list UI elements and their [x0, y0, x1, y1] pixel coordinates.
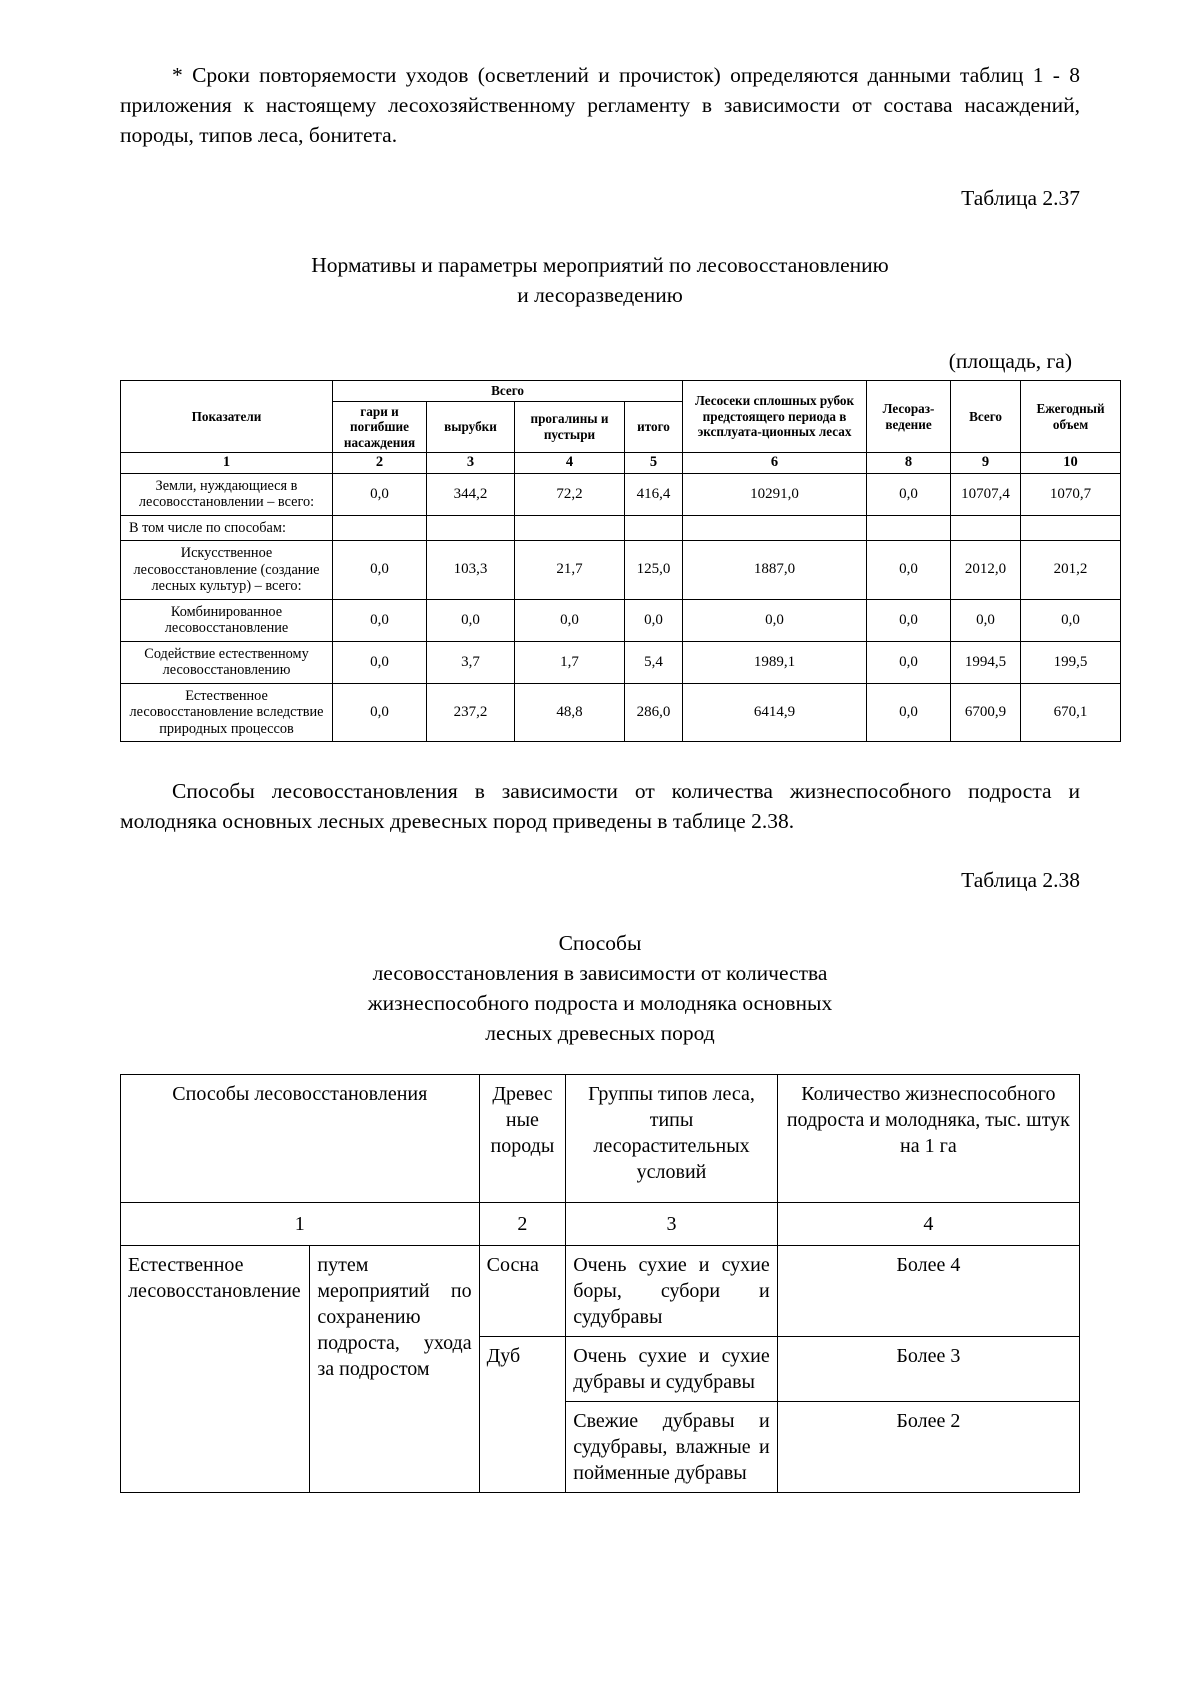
cell-value: 0,0: [333, 641, 427, 683]
row-label: В том числе по способам:: [121, 515, 333, 541]
table-row: [121, 515, 1121, 541]
cell-value: 201,2: [1021, 541, 1121, 600]
cell-amount: Более 2: [777, 1402, 1079, 1493]
colnum-3: 3: [427, 453, 515, 474]
colnum-10: 10: [1021, 453, 1121, 474]
cell-forest-type: Очень сухие и сухие дубравы и судубравы: [566, 1337, 778, 1402]
cell-measure: путем мероприятий по сохранению подроста, ухода за подростом: [310, 1246, 479, 1493]
table-237-column-numbers-row: [121, 453, 1121, 474]
colnum-5: 5: [625, 453, 683, 474]
cell-value: 0,0: [333, 541, 427, 600]
cell-value: 72,2: [515, 473, 625, 515]
table-238-title-line-1: Способы: [558, 931, 642, 955]
colnum-1: 1: [121, 453, 333, 474]
header-grand-total: Всего: [951, 381, 1021, 453]
header-glades: прогалины и пустыри: [515, 401, 625, 453]
cell-value: 0,0: [427, 599, 515, 641]
cell-value: 0,0: [867, 599, 951, 641]
cell-value: 0,0: [625, 599, 683, 641]
table-237-title: [120, 250, 1080, 310]
header-methods: Способы лесовосстановления: [121, 1075, 480, 1203]
cell-value: 1,7: [515, 641, 625, 683]
cell-species: Сосна: [479, 1246, 566, 1337]
cell-value: 0,0: [333, 599, 427, 641]
cell-value: 0,0: [683, 599, 867, 641]
table-238-title-line-3: жизнеспособного подроста и молодняка основных: [367, 991, 833, 1015]
row-label: Комбинированное лесовосстановление: [121, 599, 333, 641]
table-237: [120, 380, 1121, 742]
footnote-paragraph: * Сроки повторяемости уходов (осветлений и прочисток) определяются данными таблиц 1 - 8 приложения к настоящему лесохозяйственному регламенту в зависимости от состава насаждений, породы, типов леса, бонитета.: [120, 63, 1080, 147]
colnum-9: 9: [951, 453, 1021, 474]
colnum-2: 2: [333, 453, 427, 474]
table-row: [121, 641, 1121, 683]
cell-amount: Более 4: [777, 1246, 1079, 1337]
table-237-number: Таблица 2.37: [961, 186, 1080, 210]
row-label: Естественное лесовосстановление вследствие природных процессов: [121, 683, 333, 742]
cell-value: 1887,0: [683, 541, 867, 600]
cell-species: Дуб: [479, 1337, 566, 1493]
cell-value: 125,0: [625, 541, 683, 600]
table-238-header-row: [121, 1075, 1080, 1203]
table-238-title-line-2: лесовосстановления в зависимости от количества: [372, 961, 828, 985]
cell-value: 344,2: [427, 473, 515, 515]
cell-value: 0,0: [867, 473, 951, 515]
cell-value: 0,0: [867, 541, 951, 600]
cell-value: 21,7: [515, 541, 625, 600]
header-amount: Количество жизнеспособного подроста и молодняка, тыс. штук на 1 га: [777, 1075, 1079, 1203]
cell-value: 103,3: [427, 541, 515, 600]
header-cuttings: вырубки: [427, 401, 515, 453]
cell-value: 6414,9: [683, 683, 867, 742]
table-row: [121, 599, 1121, 641]
cell-amount: Более 3: [777, 1337, 1079, 1402]
cell-value: [427, 515, 515, 541]
header-forest-types: Группы типов леса, типы лесорастительных условий: [566, 1075, 778, 1203]
cell-value: 416,4: [625, 473, 683, 515]
table-237-header-row-1: [121, 381, 1121, 402]
table-237-units: (площадь, га): [948, 349, 1072, 373]
cell-value: [683, 515, 867, 541]
cell-value: 286,0: [625, 683, 683, 742]
colnum-4: 4: [777, 1203, 1079, 1246]
cell-value: [625, 515, 683, 541]
cell-value: 1989,1: [683, 641, 867, 683]
table-237-title-line-2: и лесоразведению: [517, 283, 683, 307]
cell-value: 0,0: [867, 641, 951, 683]
colnum-1: 1: [121, 1203, 480, 1246]
colnum-8: 8: [867, 453, 951, 474]
cell-value: 0,0: [867, 683, 951, 742]
table-row: [121, 473, 1121, 515]
table-238-number: Таблица 2.38: [961, 868, 1080, 892]
row-label: Искусственное лесовосстановление (создание лесных культур) – всего:: [121, 541, 333, 600]
cell-value: 0,0: [333, 473, 427, 515]
cell-value: 10291,0: [683, 473, 867, 515]
cell-value: 0,0: [951, 599, 1021, 641]
cell-value: 10707,4: [951, 473, 1021, 515]
header-felling: Лесосеки сплошных рубок предстоящего периода в эксплуата-ционных лесах: [683, 381, 867, 453]
cell-forest-type: Свежие дубравы и судубравы, влажные и пойменные дубравы: [566, 1402, 778, 1493]
cell-value: 1994,5: [951, 641, 1021, 683]
cell-value: [1021, 515, 1121, 541]
table-238-column-numbers-row: [121, 1203, 1080, 1246]
table-238-title-line-4: лесных древесных пород: [485, 1021, 715, 1045]
cell-value: 6700,9: [951, 683, 1021, 742]
colnum-3: 3: [566, 1203, 778, 1246]
paragraph-about-table-238: Способы лесовосстановления в зависимости от количества жизнеспособного подроста и молодняка основных лесных древесных пород приведены в таблице 2.38.: [120, 779, 1080, 833]
cell-value: 199,5: [1021, 641, 1121, 683]
colnum-6: 6: [683, 453, 867, 474]
cell-value: 237,2: [427, 683, 515, 742]
cell-value: 0,0: [515, 599, 625, 641]
cell-value: 48,8: [515, 683, 625, 742]
cell-value: 0,0: [1021, 599, 1121, 641]
header-annual-volume: Ежегодный объем: [1021, 381, 1121, 453]
cell-value: [333, 515, 427, 541]
header-afforestation: Лесораз-ведение: [867, 381, 951, 453]
cell-value: [515, 515, 625, 541]
table-238: [120, 1074, 1080, 1493]
header-burns: гари и погибшие насаждения: [333, 401, 427, 453]
cell-value: 5,4: [625, 641, 683, 683]
cell-value: 670,1: [1021, 683, 1121, 742]
row-label: Содействие естественному лесовосстановлению: [121, 641, 333, 683]
cell-value: 3,7: [427, 641, 515, 683]
table-row: [121, 683, 1121, 742]
table-row: [121, 541, 1121, 600]
cell-forest-type: Очень сухие и сухие боры, субори и судубравы: [566, 1246, 778, 1337]
table-238-title: [120, 928, 1080, 1048]
header-species: Древес ные породы: [479, 1075, 566, 1203]
header-indicators: Показатели: [121, 381, 333, 453]
row-label: Земли, нуждающиеся в лесовосстановлении – всего:: [121, 473, 333, 515]
table-237-title-line-1: Нормативы и параметры мероприятий по лесовосстановлению: [311, 253, 889, 277]
cell-value: 2012,0: [951, 541, 1021, 600]
table-row: [121, 1246, 1080, 1337]
colnum-2: 2: [479, 1203, 566, 1246]
cell-value: 1070,7: [1021, 473, 1121, 515]
cell-method: Естественное лесовосстановление: [121, 1246, 310, 1493]
cell-value: [867, 515, 951, 541]
colnum-4: 4: [515, 453, 625, 474]
header-total-group: Всего: [333, 381, 683, 402]
header-subtotal: итого: [625, 401, 683, 453]
cell-value: [951, 515, 1021, 541]
cell-value: 0,0: [333, 683, 427, 742]
